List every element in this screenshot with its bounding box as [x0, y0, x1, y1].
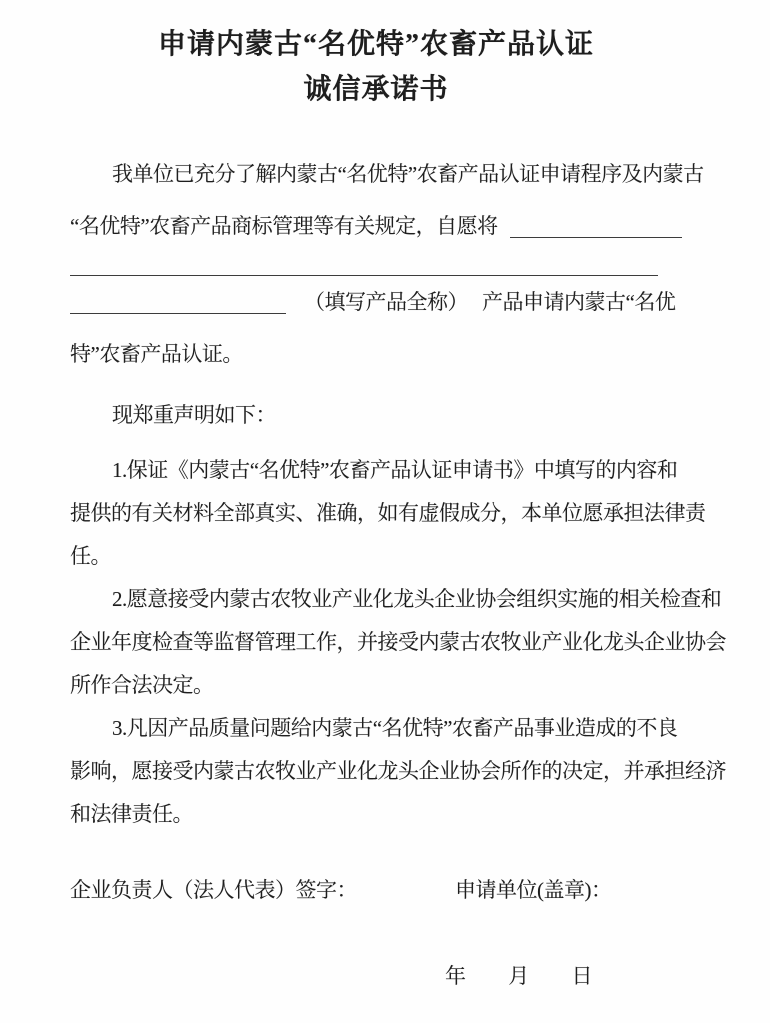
product-name-blank-line-1: [510, 214, 682, 238]
intro-line-4-text: 产品申请内蒙古“名优: [482, 290, 676, 314]
declaration-item-2-line-3: 所作合法决定。: [70, 673, 214, 697]
intro-line-5-text: 特”农畜产品认证。: [70, 342, 243, 366]
declaration-items: [70, 449, 726, 836]
date-year-label: 年: [445, 964, 466, 988]
declaration-heading: [70, 394, 682, 437]
product-name-blank-line-2: [70, 252, 658, 276]
intro-line-2-text: “名优特”农畜产品商标管理等有关规定，自愿将: [70, 214, 498, 238]
signature-row: [70, 869, 682, 912]
fill-product-name-hint: （填写产品全称）: [304, 290, 468, 314]
intro-line-1-text: 我单位已充分了解内蒙古“名优特”农畜产品认证申请程序及内蒙古: [112, 162, 704, 186]
intro-line-5: [70, 328, 682, 380]
page-title-line-1: 申请内蒙古“名优特”农畜产品认证: [157, 29, 594, 60]
declaration-item-3-line-2: 影响，愿接受内蒙古农牧业产业化龙头企业协会所作的决定，并承担经济: [70, 759, 726, 783]
applicant-unit-seal-label: 申请单位(盖章)：: [455, 878, 612, 902]
declaration-heading-text: 现郑重声明如下：: [112, 403, 276, 427]
page-title: [70, 22, 682, 112]
intro-line-4: [70, 276, 682, 328]
declaration-item-1-line-1: 1.保证《内蒙古“名优特”农畜产品认证申请书》中填写的内容和: [112, 458, 678, 482]
intro-line-1: [70, 148, 704, 200]
declaration-item-1-line-2: 提供的有关材料全部真实、准确，如有虚假成分，本单位愿承担法律责: [70, 501, 706, 525]
declaration-item-2-line-2: 企业年度检查等监督管理工作，并接受内蒙古农牧业产业化龙头企业协会: [70, 630, 726, 654]
product-name-blank-line-3: [70, 290, 286, 314]
declaration-item-3-line-1: 3.凡因产品质量问题给内蒙古“名优特”农畜产品事业造成的不良: [112, 716, 678, 740]
declaration-item-2-line-1: 2.愿意接受内蒙古农牧业产业化龙头企业协会组织实施的相关检查和: [112, 587, 722, 611]
declaration-item-1-line-3: 任。: [70, 544, 111, 568]
date-month-label: 月: [508, 964, 529, 988]
intro-line-2: [70, 200, 682, 252]
legal-representative-signature-label: 企业负责人（法人代表）签字：: [70, 878, 357, 902]
date-day-label: 日: [571, 964, 592, 988]
declaration-item-3-line-3: 和法律责任。: [70, 802, 193, 826]
date-row: [70, 955, 682, 998]
page-title-line-2: 诚信承诺书: [303, 74, 449, 105]
